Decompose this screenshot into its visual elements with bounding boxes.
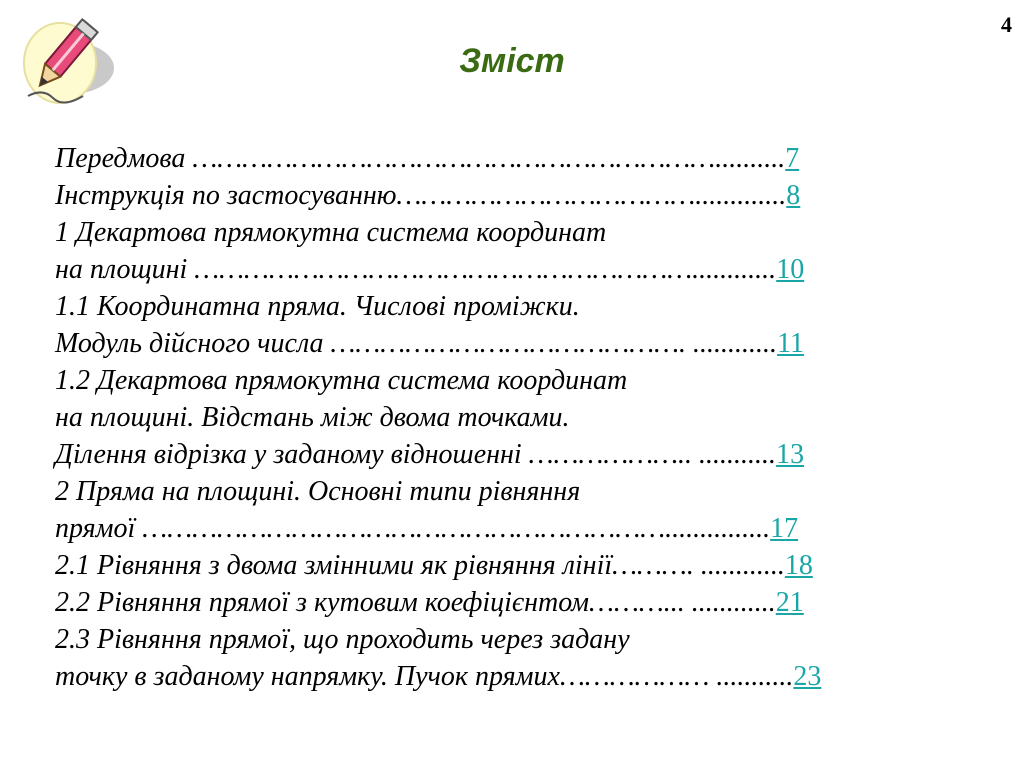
toc-page-link[interactable]: 17 [770,513,799,544]
toc-entry-text: Інструкція по застосуванню………………………………............. [55,180,787,211]
toc-line [55,251,1005,288]
toc-entry-text: 2 Пряма на площині. Основні типи рівняння [55,476,581,507]
toc-page-link[interactable]: 8 [786,180,801,211]
toc-entry-text: 2.2 Рівняння прямої з кутовим коефіцієнтом………... ............ [55,587,776,618]
toc-entry-text: Ділення відрізка у заданому відношенні ……………….. ........... [55,439,777,470]
toc-page-link[interactable]: 13 [776,439,805,470]
toc-line [55,621,1005,658]
toc-entry-text: 1.1 Координатна пряма. Числові проміжки. [55,291,580,322]
toc-page-link[interactable]: 11 [777,328,805,359]
toc-line [55,399,1005,436]
toc-entry-text: на площині ……………………………………………………............ [55,254,777,285]
toc-line [55,140,1005,177]
toc-entry-text: 1 Декартова прямокутна система координат [55,217,607,248]
toc-entry-text: 2.1 Рівняння з двома змінними як рівняння лінії………. ............ [55,550,785,581]
toc-page-link[interactable]: 18 [784,550,813,581]
toc-line [55,177,1005,214]
toc-line [55,473,1005,510]
toc-page-link[interactable]: 10 [776,254,805,285]
toc-line [55,584,1005,621]
toc-entry-text: 2.3 Рівняння прямої, що проходить через задану [55,624,630,655]
toc-line [55,510,1005,547]
page-title: Зміст [459,42,565,80]
toc-entry-text: прямої ………………………………………………………............... [55,513,771,544]
toc-line [55,658,1005,695]
toc-line [55,214,1005,251]
table-of-contents [55,140,1005,695]
toc-page-link[interactable]: 21 [775,587,804,618]
page-number: 4 [1001,12,1012,37]
toc-line [55,362,1005,399]
toc-entry-text: на площині. Відстань між двома точками. [55,402,570,433]
toc-entry-text: Передмова ……………………………………………………….......... [55,143,786,174]
toc-line [55,436,1005,473]
toc-line [55,547,1005,584]
toc-entry-text: Модуль дійсного числа ……………………………………. ............ [55,328,778,359]
toc-page-link[interactable]: 7 [785,143,800,174]
toc-line [55,288,1005,325]
toc-entry-text: 1.2 Декартова прямокутна система координат [55,365,628,396]
toc-entry-text: точку в заданому напрямку. Пучок прямих……………… ........... [55,661,794,692]
toc-line [55,325,1005,362]
toc-page-link[interactable]: 23 [793,661,822,692]
